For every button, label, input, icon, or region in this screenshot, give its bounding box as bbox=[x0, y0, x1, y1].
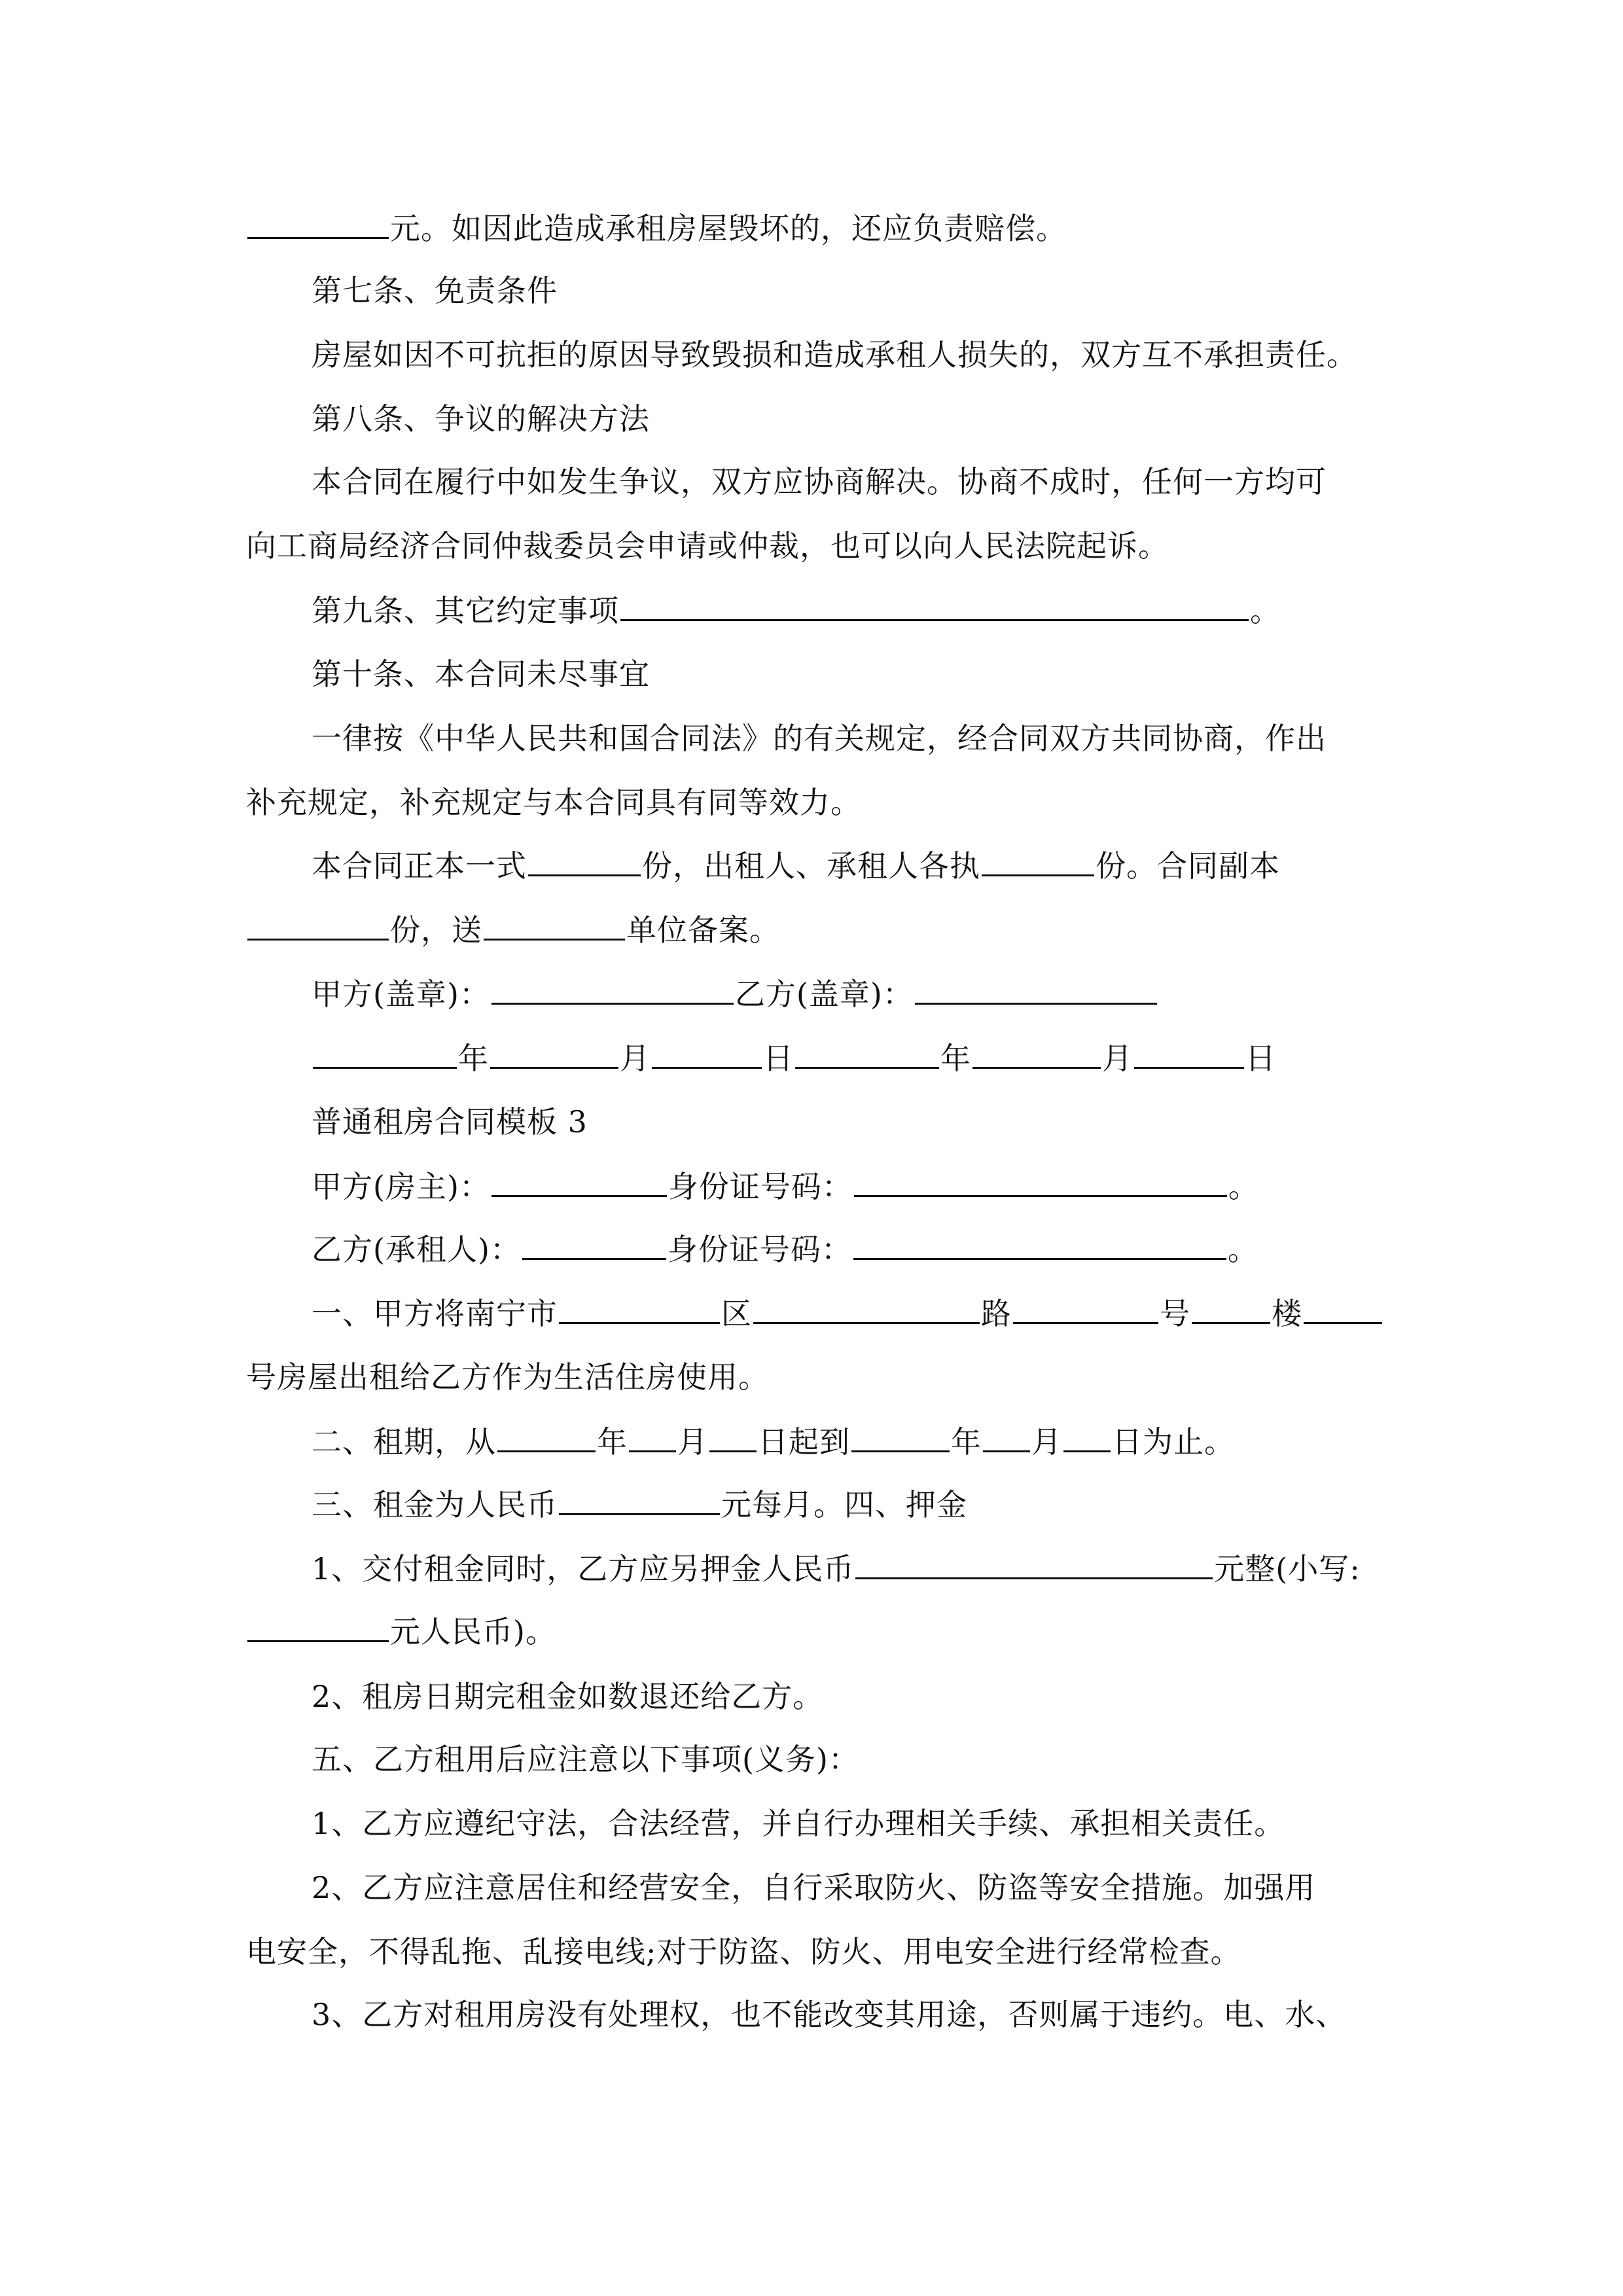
text-line bbox=[312, 1166, 1259, 1206]
line-text: 月 bbox=[1102, 1041, 1133, 1076]
text-line bbox=[246, 208, 1067, 248]
line-text: 年 bbox=[597, 1424, 628, 1460]
text-line bbox=[312, 719, 1327, 758]
tenant-label: 乙方(承租人)： bbox=[312, 1232, 521, 1267]
text-line bbox=[312, 1484, 967, 1524]
line-text: 2、租房日期完租金如数退还给乙方。 bbox=[312, 1679, 824, 1714]
line-text: 号房屋出租给乙方作为生活住房使用。 bbox=[246, 1359, 769, 1395]
line-text: 日 bbox=[763, 1041, 794, 1076]
text-line bbox=[312, 462, 1327, 501]
day-field[interactable] bbox=[1063, 1422, 1111, 1452]
text-line bbox=[312, 1293, 1383, 1333]
text-line bbox=[312, 1995, 1346, 2034]
blank-field[interactable] bbox=[484, 910, 625, 941]
blank-field[interactable] bbox=[620, 590, 1249, 621]
line-text: 五、乙方租用后应注意以下事项(义务)： bbox=[312, 1742, 859, 1777]
date-line bbox=[312, 1038, 1276, 1078]
line-text: 。 bbox=[1228, 1169, 1259, 1204]
line-text: 2、乙方应注意居住和经营安全，自行采取防火、防盗等安全措施。加强用 bbox=[312, 1870, 1316, 1905]
line-text: 第九条、其它约定事项 bbox=[312, 593, 619, 628]
line-text: 日起到 bbox=[758, 1424, 850, 1460]
section-heading bbox=[312, 655, 650, 694]
line-text: 3、乙方对租用房没有处理权，也不能改变其用途，否则属于违约。电、水、 bbox=[312, 1997, 1347, 2032]
id-label: 身份证号码： bbox=[668, 1169, 853, 1204]
party-a-seal-label: 甲方(盖章)： bbox=[312, 977, 490, 1012]
line-text: 二、租期，从 bbox=[312, 1424, 496, 1460]
text-line bbox=[312, 1677, 823, 1716]
line-text: 向工商局经济合同仲裁委员会申请或仲裁，也可以向人民法院起诉。 bbox=[246, 528, 1169, 564]
line-text: 月 bbox=[1031, 1424, 1062, 1460]
text-line bbox=[312, 846, 1280, 886]
party-a-seal-field[interactable] bbox=[491, 974, 734, 1005]
text-line bbox=[312, 1804, 1285, 1843]
section-heading bbox=[312, 271, 558, 310]
section-heading bbox=[312, 399, 650, 439]
line-text: 区 bbox=[721, 1296, 752, 1331]
month-field[interactable] bbox=[490, 1038, 618, 1069]
signature-line bbox=[312, 974, 1158, 1014]
party-b-seal-field[interactable] bbox=[915, 974, 1157, 1005]
blank-field[interactable] bbox=[247, 208, 389, 239]
line-text: 第八条、争议的解决方法 bbox=[312, 401, 650, 437]
number-field[interactable] bbox=[1013, 1293, 1158, 1324]
text-line bbox=[312, 335, 1357, 374]
line-text: 一、甲方将南宁市 bbox=[312, 1296, 558, 1331]
text-line bbox=[312, 1868, 1315, 1907]
blank-field[interactable] bbox=[982, 846, 1094, 876]
line-text: 路 bbox=[981, 1296, 1012, 1331]
text-line bbox=[246, 1611, 556, 1651]
line-text: 月 bbox=[620, 1041, 651, 1076]
line-text: 年 bbox=[951, 1424, 982, 1460]
day-field[interactable] bbox=[652, 1038, 762, 1069]
year-field[interactable] bbox=[497, 1422, 596, 1452]
deposit-numeric-field[interactable] bbox=[247, 1611, 389, 1642]
line-text: 1、交付租金同时，乙方应另押金人民币 bbox=[312, 1551, 855, 1587]
text-line bbox=[246, 1932, 1241, 1971]
text-line bbox=[246, 783, 861, 822]
line-text: 房屋如因不可抗拒的原因导致毁损和造成承租人损失的，双方互不承担责任。 bbox=[312, 337, 1357, 372]
line-text: 年 bbox=[458, 1041, 489, 1076]
month-field[interactable] bbox=[972, 1038, 1101, 1069]
month-field[interactable] bbox=[629, 1422, 676, 1452]
road-field[interactable] bbox=[753, 1293, 980, 1324]
month-field[interactable] bbox=[983, 1422, 1030, 1452]
deposit-amount-field[interactable] bbox=[855, 1549, 1213, 1579]
party-b-seal-label: 乙方(盖章)： bbox=[734, 977, 914, 1012]
year-field[interactable] bbox=[313, 1038, 457, 1069]
blank-field[interactable] bbox=[528, 846, 641, 876]
line-text: 电安全，不得乱拖、乱接电线;对于防盗、防火、用电安全进行经常检查。 bbox=[246, 1934, 1241, 1969]
line-text: 年 bbox=[940, 1041, 971, 1076]
day-field[interactable] bbox=[709, 1422, 757, 1452]
landlord-id-field[interactable] bbox=[854, 1166, 1227, 1197]
tenant-name-field[interactable] bbox=[522, 1229, 666, 1260]
line-text: 普通租房合同模板 3 bbox=[312, 1104, 588, 1139]
year-field[interactable] bbox=[851, 1422, 950, 1452]
line-text: 第十条、本合同未尽事宜 bbox=[312, 656, 650, 692]
text-line bbox=[312, 590, 1281, 630]
line-text: 日 bbox=[1245, 1041, 1276, 1076]
year-field[interactable] bbox=[795, 1038, 939, 1069]
line-text: 楼 bbox=[1272, 1296, 1302, 1331]
line-text: 元。如因此造成承租房屋毁坏的，还应负责赔偿。 bbox=[390, 211, 1067, 246]
line-text: 。 bbox=[1250, 593, 1281, 628]
line-text: 份。合同副本 bbox=[1096, 848, 1280, 884]
line-text: 补充规定，补充规定与本合同具有同等效力。 bbox=[246, 785, 861, 820]
section-heading bbox=[312, 1740, 859, 1779]
line-text: 元整(小写: bbox=[1214, 1551, 1361, 1587]
text-line bbox=[246, 526, 1169, 565]
line-text: 份，出租人、承租人各执 bbox=[642, 848, 980, 884]
rent-amount-field[interactable] bbox=[559, 1484, 720, 1515]
line-text: 1、乙方应遵纪守法，合法经营，并自行办理相关手续、承担相关责任。 bbox=[312, 1806, 1285, 1841]
district-field[interactable] bbox=[559, 1293, 720, 1324]
text-line bbox=[312, 1422, 1235, 1462]
blank-field[interactable] bbox=[247, 910, 389, 941]
landlord-label: 甲方(房主)： bbox=[312, 1169, 490, 1204]
line-text: 份，送 bbox=[390, 912, 482, 948]
line-text: 一律按《中华人民共和国合同法》的有关规定，经合同双方共同协商，作出 bbox=[312, 721, 1327, 756]
tenant-id-field[interactable] bbox=[853, 1229, 1226, 1260]
landlord-name-field[interactable] bbox=[491, 1166, 667, 1197]
text-line bbox=[312, 1229, 1258, 1269]
line-text: 月 bbox=[677, 1424, 708, 1460]
line-text: 号 bbox=[1160, 1296, 1190, 1331]
line-text: 元每月。四、押金 bbox=[721, 1487, 967, 1522]
text-line bbox=[246, 1357, 769, 1397]
line-text: 单位备案。 bbox=[626, 912, 780, 948]
day-field[interactable] bbox=[1134, 1038, 1244, 1069]
text-line bbox=[312, 1549, 1361, 1588]
building-field[interactable] bbox=[1192, 1293, 1270, 1324]
line-text: 本合同在履行中如发生争议，双方应协商解决。协商不成时，任何一方均可 bbox=[312, 464, 1327, 499]
line-text: 元人民币)。 bbox=[390, 1614, 556, 1649]
line-text: 。 bbox=[1227, 1232, 1258, 1267]
id-label: 身份证号码： bbox=[667, 1232, 852, 1267]
text-line bbox=[246, 910, 780, 950]
line-text: 第七条、免责条件 bbox=[312, 273, 558, 308]
template-title bbox=[312, 1102, 588, 1141]
line-text: 三、租金为人民币 bbox=[312, 1487, 558, 1522]
line-text: 日为止。 bbox=[1112, 1424, 1235, 1460]
line-text: 本合同正本一式 bbox=[312, 848, 527, 884]
room-field[interactable] bbox=[1304, 1293, 1382, 1324]
